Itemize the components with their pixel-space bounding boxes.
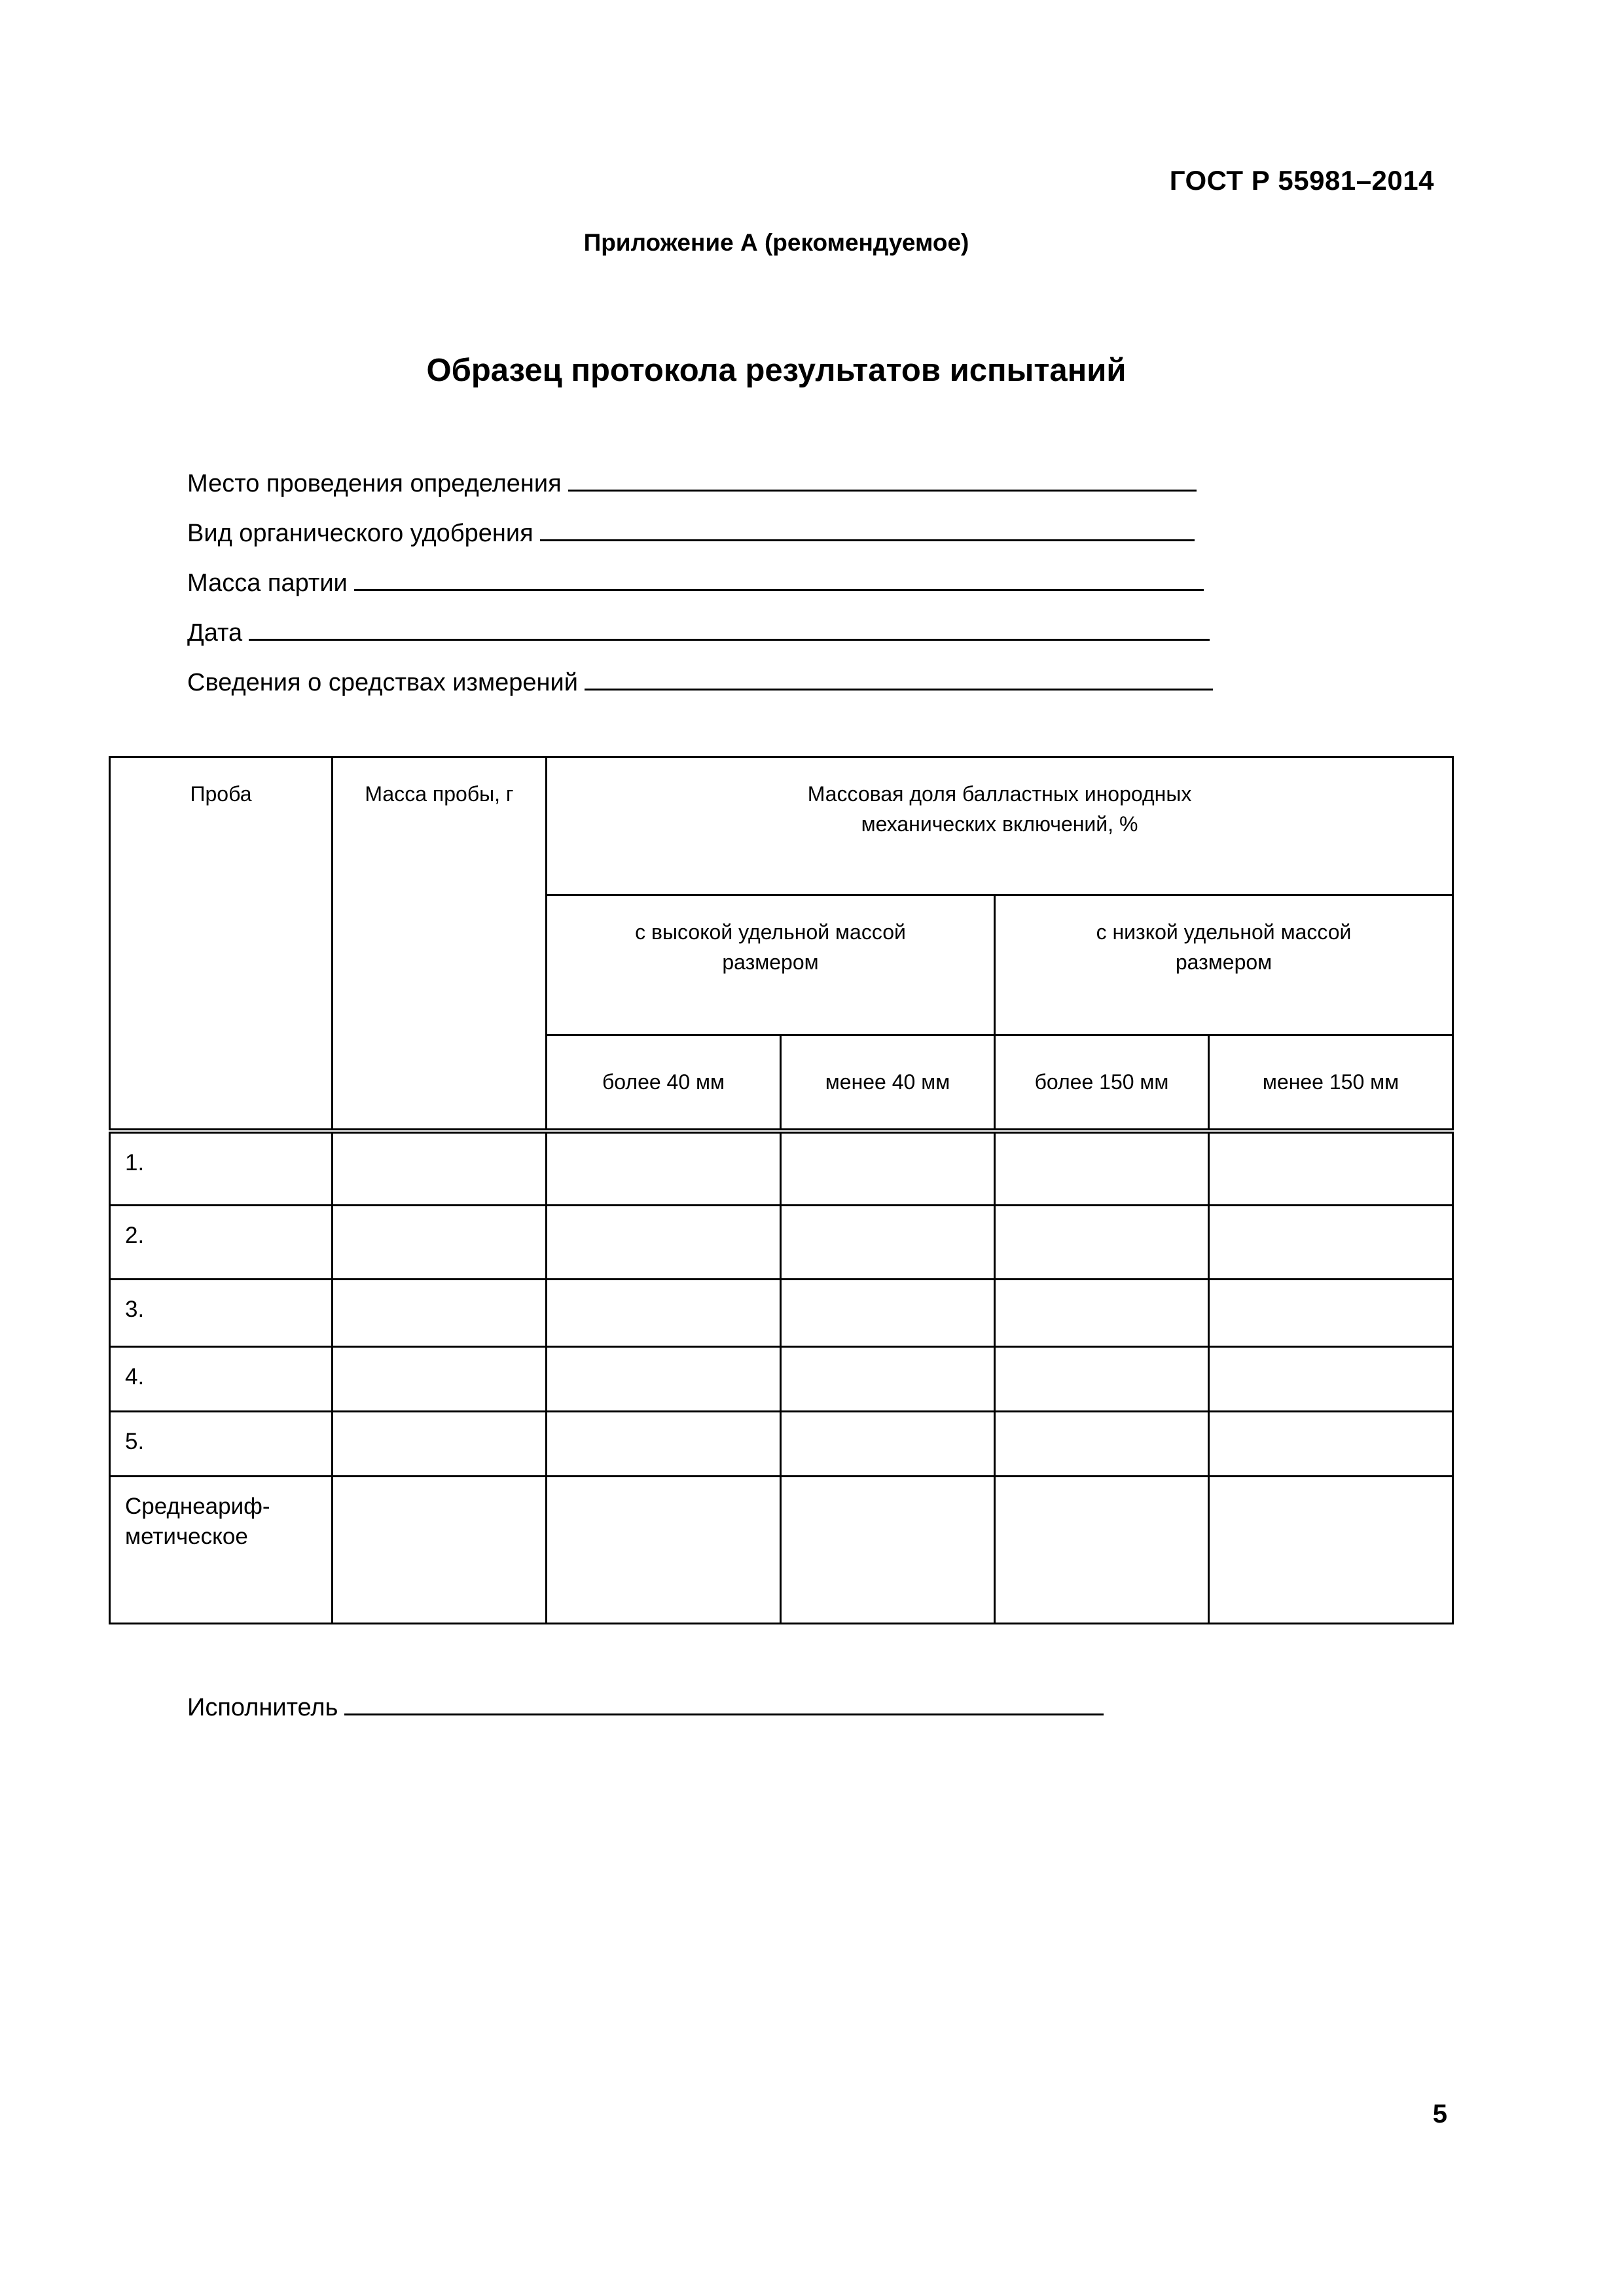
field-fertilizer-type [187, 520, 1195, 548]
table-cell[interactable] [547, 1347, 781, 1412]
table-cell[interactable] [781, 1206, 995, 1280]
annex-heading: Приложение А (рекомендуемое) [583, 229, 969, 256]
table-cell[interactable] [781, 1131, 995, 1206]
table-cell[interactable] [781, 1477, 995, 1624]
field-measuring-instruments [187, 669, 1213, 697]
field-label: Исполнитель [187, 1694, 338, 1721]
table-row [110, 1206, 1453, 1280]
table-row [110, 1131, 1453, 1206]
table-row [110, 1477, 1453, 1624]
table-cell[interactable] [333, 1280, 547, 1347]
header-over-150mm: более 150 мм [995, 1035, 1209, 1131]
table-row [110, 1347, 1453, 1412]
table-cell[interactable] [995, 1280, 1209, 1347]
table-cell[interactable] [333, 1477, 547, 1624]
fill-line[interactable] [540, 520, 1195, 541]
row-label: 5. [110, 1412, 333, 1477]
fill-line[interactable] [585, 669, 1213, 691]
table-cell[interactable] [781, 1412, 995, 1477]
field-batch-mass [187, 569, 1204, 598]
row-label: 4. [110, 1347, 333, 1412]
table-cell[interactable] [333, 1131, 547, 1206]
field-executor [187, 1694, 1104, 1722]
table-cell[interactable] [781, 1347, 995, 1412]
header-under-40mm: менее 40 мм [781, 1035, 995, 1131]
header-under-150mm: менее 150 мм [1209, 1035, 1453, 1131]
page-title: Образец протокола результатов испытаний [426, 353, 1127, 388]
table-cell[interactable] [995, 1347, 1209, 1412]
table-cell[interactable] [333, 1412, 547, 1477]
field-label: Место проведения определения [187, 470, 562, 497]
page-number: 5 [1432, 2100, 1447, 2128]
header-high-density: с высокой удельной массой размером [547, 895, 995, 1035]
table-cell[interactable] [1209, 1280, 1453, 1347]
field-location [187, 470, 1197, 498]
table-cell[interactable] [333, 1347, 547, 1412]
fill-line[interactable] [249, 619, 1210, 641]
table-cell[interactable] [547, 1477, 781, 1624]
table-row [110, 1280, 1453, 1347]
table-cell[interactable] [547, 1131, 781, 1206]
row-label: 2. [110, 1206, 333, 1280]
standard-code: ГОСТ Р 55981–2014 [1169, 165, 1434, 196]
row-label: 1. [110, 1131, 333, 1206]
table-cell[interactable] [547, 1206, 781, 1280]
table-cell[interactable] [1209, 1347, 1453, 1412]
fill-line[interactable] [344, 1694, 1104, 1715]
table-cell[interactable] [333, 1206, 547, 1280]
table-cell[interactable] [1209, 1206, 1453, 1280]
fill-line[interactable] [354, 569, 1204, 591]
header-low-density: с низкой удельной массой размером [995, 895, 1453, 1035]
table-cell[interactable] [781, 1280, 995, 1347]
header-over-40mm: более 40 мм [547, 1035, 781, 1131]
header-sample-mass: Масса пробы, г [333, 757, 547, 1131]
field-date [187, 619, 1210, 647]
row-label: Среднеариф-метическое [110, 1477, 333, 1624]
table-cell[interactable] [1209, 1477, 1453, 1624]
table-cell[interactable] [995, 1477, 1209, 1624]
results-table [109, 756, 1454, 1624]
table-cell[interactable] [995, 1412, 1209, 1477]
header-sample: Проба [110, 757, 333, 1131]
row-label: 3. [110, 1280, 333, 1347]
field-label: Сведения о средствах измерений [187, 669, 578, 696]
table-cell[interactable] [995, 1206, 1209, 1280]
field-label: Вид органического удобрения [187, 520, 533, 547]
fill-line[interactable] [568, 470, 1197, 492]
field-label: Дата [187, 619, 243, 647]
table-cell[interactable] [547, 1412, 781, 1477]
table-cell[interactable] [1209, 1412, 1453, 1477]
header-mass-fraction: Массовая доля балластных инородных механических включений, % [547, 757, 1453, 895]
table-cell[interactable] [1209, 1131, 1453, 1206]
table-cell[interactable] [547, 1280, 781, 1347]
field-label: Масса партии [187, 569, 348, 597]
table-cell[interactable] [995, 1131, 1209, 1206]
table-row [110, 1412, 1453, 1477]
